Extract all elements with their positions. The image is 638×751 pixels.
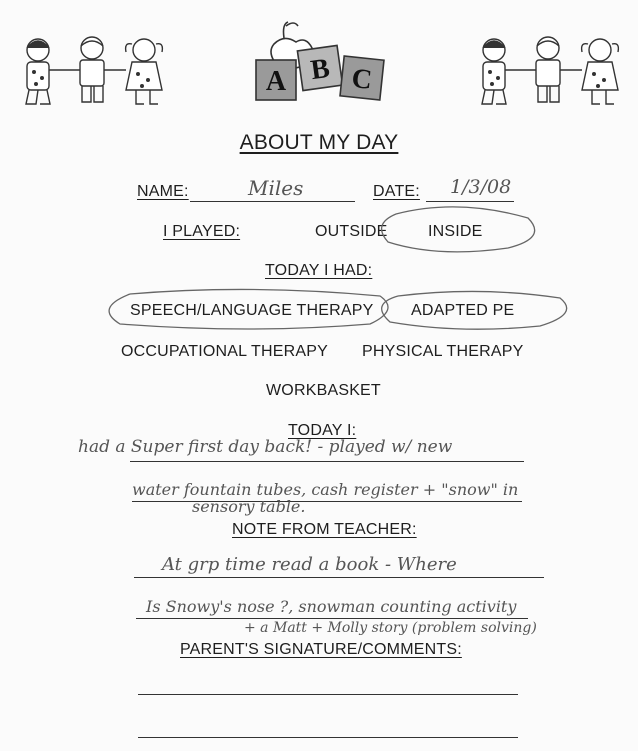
name-value[interactable]: Miles: [248, 176, 304, 200]
today-i-had-label: TODAY I HAD:: [265, 262, 373, 279]
today-i-line-1: [130, 461, 524, 462]
block-letter-b: B: [308, 52, 332, 87]
i-played-label: I PLAYED:: [163, 223, 241, 240]
therapy-adapted-pe[interactable]: ADAPTED PE: [411, 302, 515, 319]
today-i-text-1[interactable]: had a Super first day back! - played w/ new: [78, 437, 453, 457]
block-letter-a: A: [265, 66, 287, 97]
parent-signature-label: PARENT'S SIGNATURE/COMMENTS:: [180, 641, 462, 658]
parent-signature-line-1[interactable]: [138, 694, 518, 695]
therapy-workbasket[interactable]: WORKBASKET: [266, 382, 381, 399]
name-line: [190, 201, 355, 202]
teacher-note-line-1: [134, 577, 544, 578]
teacher-note-line-2: [136, 618, 528, 619]
today-i-text-3[interactable]: sensory table.: [192, 497, 306, 516]
played-option-inside[interactable]: INSIDE: [428, 223, 483, 240]
teacher-note-text-3[interactable]: + a Matt + Molly story (problem solving): [244, 620, 537, 636]
parent-signature-line-2[interactable]: [138, 737, 518, 738]
therapy-occupational[interactable]: OCCUPATIONAL THERAPY: [121, 343, 328, 360]
today-i-text-2[interactable]: water fountain tubes, cash register + "snow" in: [132, 480, 519, 499]
block-letter-c: C: [350, 63, 374, 96]
kids-holding-hands-clipart-right: [470, 36, 630, 112]
therapy-speech-language[interactable]: SPEECH/LANGUAGE THERAPY: [130, 302, 374, 319]
name-label: NAME:: [137, 183, 189, 200]
therapy-physical[interactable]: PHYSICAL THERAPY: [362, 343, 524, 360]
teacher-note-text-2[interactable]: Is Snowy's nose ?, snowman counting activity: [146, 597, 517, 616]
note-from-teacher-label: NOTE FROM TEACHER:: [232, 521, 417, 538]
teacher-note-text-1[interactable]: At grp time read a book - Where: [162, 554, 457, 575]
kids-holding-hands-clipart-left: [14, 36, 174, 112]
today-i-label: TODAY I:: [288, 422, 357, 439]
date-value[interactable]: 1/3/08: [450, 176, 512, 198]
abc-blocks-apple-clipart: [250, 18, 390, 110]
played-option-outside[interactable]: OUTSIDE: [315, 223, 388, 240]
today-i-line-2: [132, 501, 522, 502]
inside-circle-mark: [378, 204, 544, 256]
date-line: [426, 201, 514, 202]
date-label: DATE:: [373, 183, 420, 200]
page-title: ABOUT MY DAY: [239, 131, 399, 154]
